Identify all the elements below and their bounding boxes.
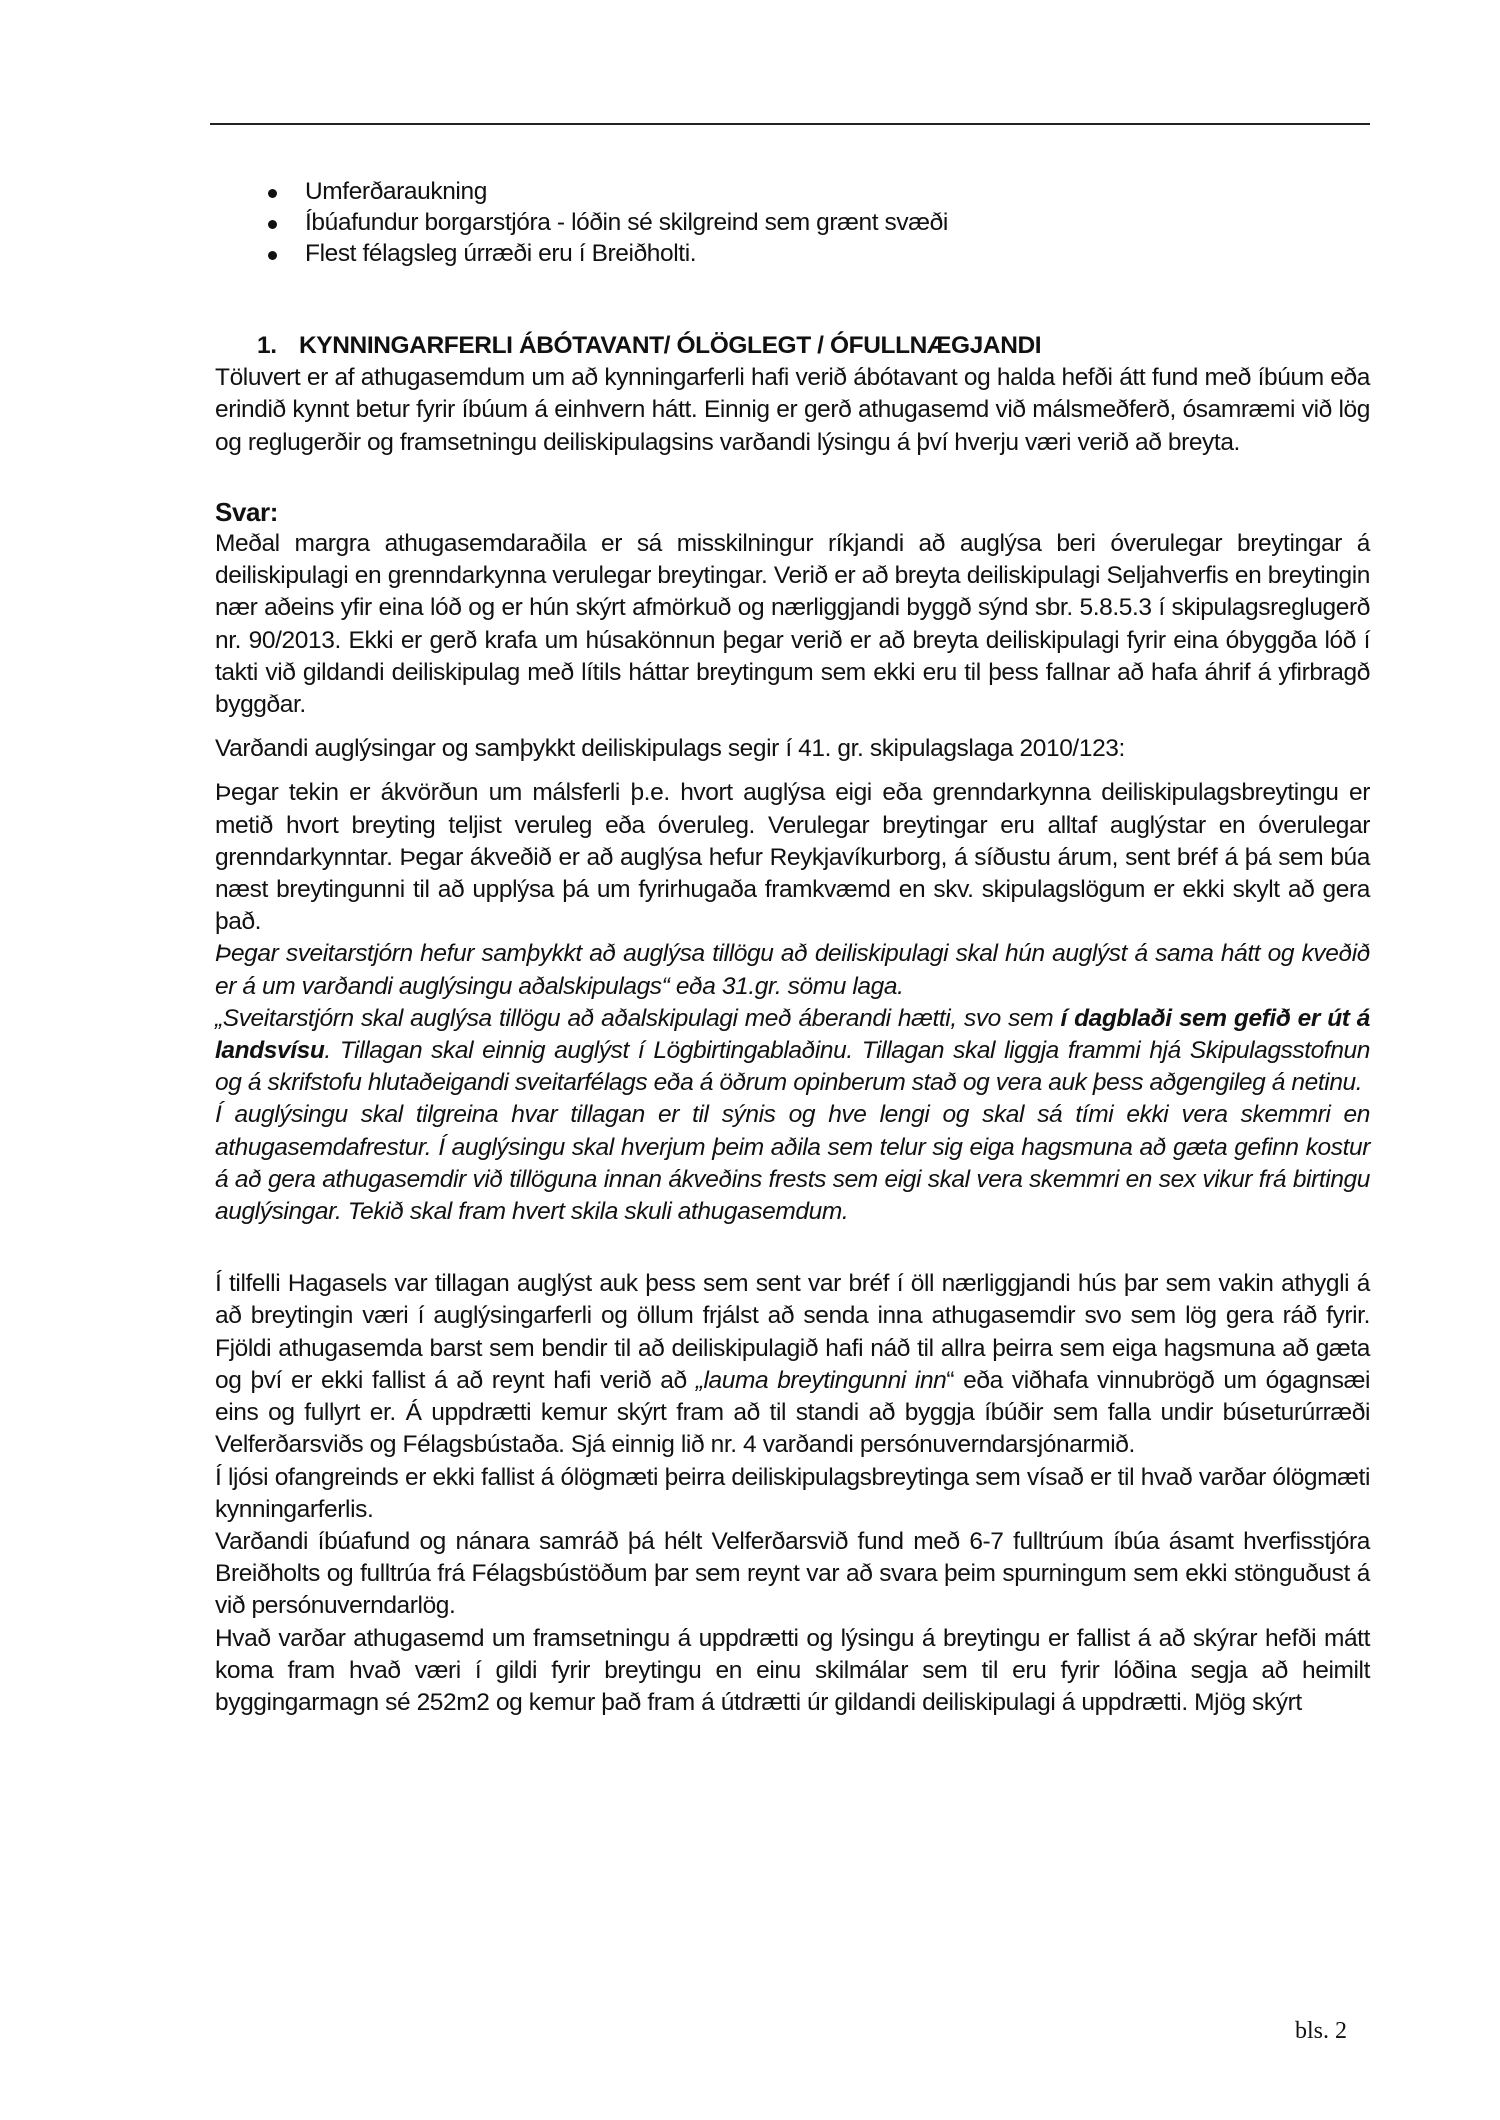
document-body <box>215 176 1370 1719</box>
section-intro: Töluvert er af athugasemdum um að kynningarferli hafi verið ábótavant og halda hefði átt fund með íbúum eða erindið kynnt betur fyrir íbúum á einhvern hátt. Einnig er gerð athugasemd við málsmeðferð, ósamræmi við lög og reglugerðir og framsetningu deiliskipulagsins varðandi lýsingu á því hverju væri verið að breyta. <box>215 364 1370 456</box>
section-number: 1. <box>257 332 277 359</box>
law-quote-2: „Sveitarstjórn skal auglýsa tillögu að aðalskipulagi með áberandi hætti, svo sem í dagblaði sem gefið er út á landsvísu. Tillagan skal einnig auglýst í Lögbirtingablaðinu. Tillagan skal liggja frammi hjá Skipulagsstofnun og á skrifstofu hlutaðeigandi sveitarfélags eða á öðrum opinberum stað og vera auk þess aðgengileg á netinu. <box>215 1004 1370 1097</box>
list-item: Íbúafundur borgarstjóra - lóðin sé skilgreind sem grænt svæði <box>215 207 1370 238</box>
header-rule <box>210 123 1370 125</box>
bullet-icon <box>268 189 277 198</box>
bullet-icon <box>268 251 277 260</box>
bullet-list <box>215 176 1370 269</box>
answer-paragraph-6: Varðandi íbúafund og nánara samráð þá hélt Velferðarsvið fund með 6-7 fulltrúum íbúa ásamt hverfisstjóra Breiðholts og fulltrúa frá Félagsbústöðum þar sem reynt var að svara þeim spurningum sem ekki stönguðust á við persónuverndarlög. <box>215 1527 1370 1620</box>
page-number: bls. 2 <box>1295 2018 1348 2044</box>
quoted-phrase: „lauma breytingunni inn <box>695 1366 947 1394</box>
list-item: Umferðaraukning <box>215 176 1370 207</box>
list-item: Flest félagsleg úrræði eru í Breiðholti. <box>215 238 1370 269</box>
law-quote-emphasis: í dagblaði sem gefið er út á landsvísu <box>215 1004 1370 1065</box>
answer-paragraph-5: Í ljósi ofangreinds er ekki fallist á ólögmæti þeirra deiliskipulagsbreytinga sem vísað er til hvað varðar ólögmæti kynningarferlis. <box>215 1463 1370 1523</box>
answer-paragraph-4: Í tilfelli Hagasels var tillagan auglýst auk þess sem sent var bréf í öll nærliggjandi hús þar sem vakin athygli á að breytingin væri í auglýsingarferli og öllum frjálst að senda inna athugasemdir svo sem lög gera ráð fyrir. Fjöldi athugasemda barst sem bendir til að deiliskipulagið hafi náð til allra þeirra sem eiga hagsmuna að gæta og því er ekki fallist á að reynt hafi verið að „lauma breytingunni inn“ eða viðhafa vinnubrögð um ógagnsæi eins og fullyrt er. Á uppdrætti kemur skýrt fram að til standi að byggja íbúðir sem falla undir búseturúrræði Velferðarsviðs og Félagsbústaða. Sjá einnig lið nr. 4 varðandi persónuverndarsjónarmið. <box>215 1270 1371 1459</box>
answer-paragraph-2: Varðandi auglýsingar og samþykkt deiliskipulags segir í 41. gr. skipulagslaga 2010/123: <box>215 735 1125 763</box>
bullet-icon <box>268 220 277 229</box>
section-title: KYNNINGARFERLI ÁBÓTAVANT/ ÓLÖGLEGT / ÓFULLNÆGJANDI <box>299 332 1042 359</box>
answer-paragraph-7: Hvað varðar athugasemd um framsetningu á uppdrætti og lýsingu á breytingu er fallist á að skýrar hefði mátt koma fram hvað væri í gildi fyrir breytingu en einu skilmálar sem til eru fyrir lóðina segja að heimilt byggingarmagn sé 252m2 og kemur það fram á útdrætti úr gildandi deiliskipulagi á uppdrætti. Mjög skýrt <box>215 1624 1370 1716</box>
answer-paragraph-3: Þegar tekin er ákvörðun um málsferli þ.e. hvort auglýsa eigi eða grenndarkynna deiliskipulagsbreytingu er metið hvort breyting teljist veruleg eða óveruleg. Verulegar breytingar eru alltaf auglýstar en óverulegar grenndarkynntar. Þegar ákveðið er að auglýsa hefur Reykjavíkurborg, á síðustu árum, sent bréf á þá sem búa næst breytingunni til að upplýsa þá um fyrirhugaða framkvæmd en skv. skipulagslögum er ekki skylt að gera það. <box>215 779 1370 936</box>
section-heading <box>215 330 1370 362</box>
answer-label: Svar: <box>215 496 279 527</box>
answer-paragraph-1: Meðal margra athugasemdaraðila er sá misskilningur ríkjandi að auglýsa beri óverulegar breytingar á deiliskipulagi en grenndarkynna verulegar breytingar. Verið er að breyta deiliskipulagi Seljahverfis en breytingin nær aðeins yfir eina lóð og er hún skýrt afmörkuð og nærliggjandi byggð sýnd sbr. 5.8.5.3 í skipulagsreglugerð nr. 90/2013. Ekki er gerð krafa um húsakönnun þegar verið er að breyta deiliskipulagi fyrir eina óbyggða lóð í takti við gildandi deiliskipulag með lítils háttar breytingum sem ekki eru til þess fallnar að hafa áhrif á yfirbragð byggðar. <box>215 530 1370 719</box>
law-quote-1: Þegar sveitarstjórn hefur samþykkt að auglýsa tillögu að deiliskipulagi skal hún auglýst á sama hátt og kveðið er á um varðandi auglýsingu aðalskipulags“ eða 31.gr. sömu laga. <box>215 940 1370 1000</box>
law-quote-3: Í auglýsingu skal tilgreina hvar tillagan er til sýnis og hve lengi og skal sá tími ekki vera skemmri en athugasemdafrestur. Í auglýsingu skal hverjum þeim aðila sem telur sig eiga hagsmuna að gæta gefinn kostur á að gera athugasemdir við tillöguna innan ákveðins frests sem eigi skal vera skemmri en sex vikur frá birtingu auglýsingar. Tekið skal fram hvert skila skuli athugasemdum. <box>215 1101 1370 1226</box>
